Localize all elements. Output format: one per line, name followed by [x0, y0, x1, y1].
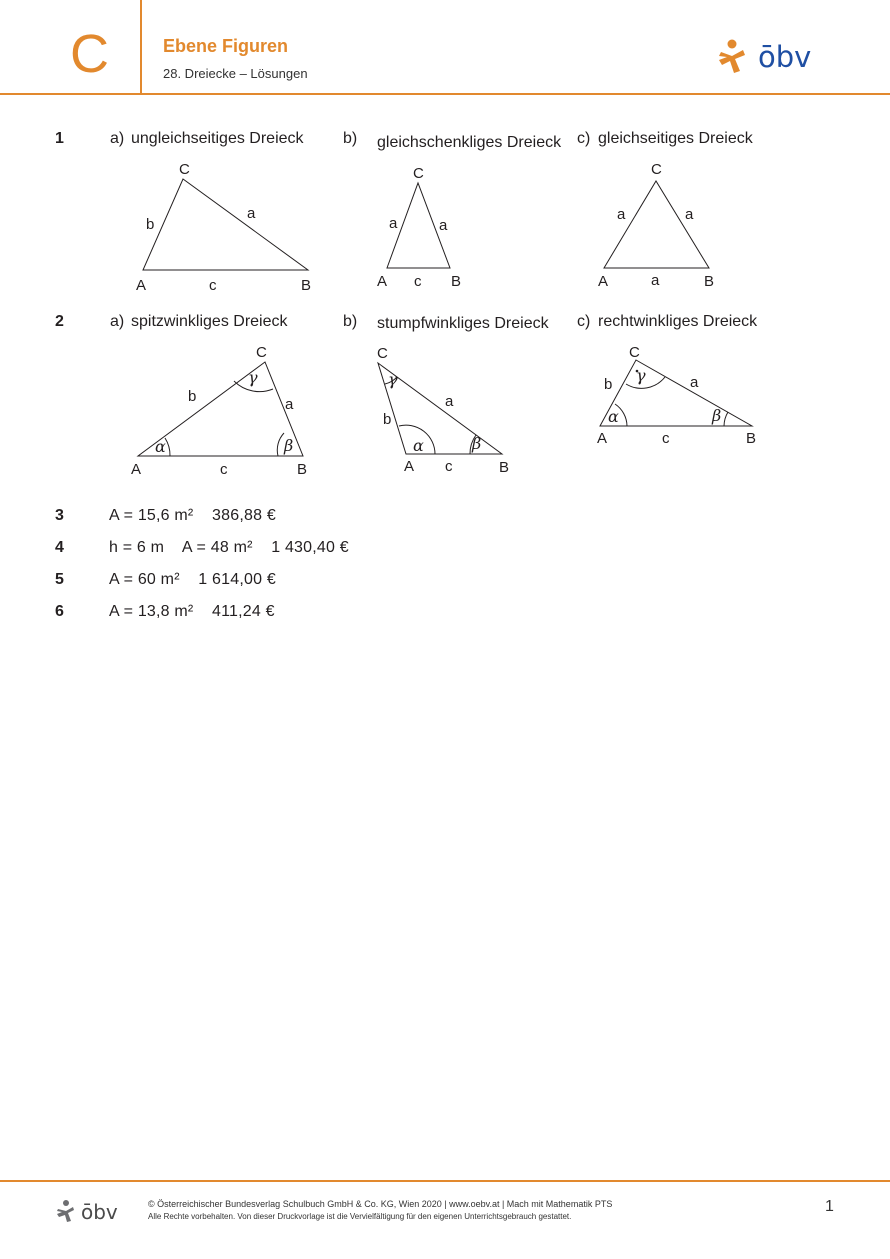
vertex-a-label: A: [598, 273, 609, 290]
vertex-b-label: B: [297, 461, 308, 478]
rights-text: Alle Rechte vorbehalten. Von dieser Druckvorlage ist die Vervielfältigung für den eigenen Unterrichtsgebrauch gestattet.: [148, 1212, 572, 1221]
vertex-b-label: B: [746, 430, 757, 447]
side-c-label: c: [662, 430, 670, 447]
angle-alpha-label: α: [155, 437, 166, 456]
triangle-isosceles: [377, 165, 461, 290]
part-label: c): [577, 313, 591, 330]
vertex-a-label: A: [377, 273, 388, 290]
vertex-a-label: A: [404, 458, 415, 475]
side-a-label: a: [389, 215, 398, 232]
part-label: b): [343, 130, 358, 147]
brand-wordmark: ōbv: [758, 40, 812, 74]
part-text: stumpfwinkliges Dreieck: [377, 315, 549, 332]
task-answer: h = 6 m A = 48 m² 1 430,40 €: [109, 539, 349, 556]
side-b-label: b: [604, 376, 613, 393]
vertex-c-label: C: [413, 165, 424, 182]
task-number: 1: [55, 130, 64, 147]
angle-gamma-label: γ: [388, 370, 398, 389]
side-b-label: b: [383, 411, 392, 428]
chapter-title: Ebene Figuren: [163, 36, 289, 56]
angle-beta-label: β: [284, 436, 294, 455]
copyright-text: © Österreichischer Bundesverlag Schulbuch GmbH & Co. KG, Wien 2020 | www.oebv.at | Mach mit Mathematik PTS: [148, 1199, 613, 1209]
triangle-right: [597, 344, 756, 447]
vertex-b-label: B: [301, 277, 312, 294]
angle-alpha-label: α: [608, 407, 619, 426]
triangle-acute: [131, 344, 307, 478]
task-number: 4: [55, 539, 64, 556]
angle-beta-label: β: [472, 434, 482, 453]
part-text: rechtwinkliges Dreieck: [598, 313, 758, 330]
side-a-label: a: [651, 272, 660, 289]
footer-brand-wordmark: ōbv: [81, 1200, 118, 1223]
vertex-a-label: A: [136, 277, 147, 294]
chapter-subtitle: 28. Dreiecke – Lösungen: [163, 66, 308, 81]
task-number: 5: [55, 571, 64, 588]
side-a-label: a: [285, 396, 294, 413]
vertex-c-label: C: [651, 161, 662, 178]
vertex-b-label: B: [704, 273, 715, 290]
part-text: spitzwinkliges Dreieck: [131, 313, 288, 330]
side-b-label: b: [188, 388, 197, 405]
part-label: a): [110, 130, 125, 147]
task-answer: A = 60 m² 1 614,00 €: [109, 571, 276, 588]
vertex-c-label: C: [179, 161, 190, 178]
side-c-label: c: [220, 461, 228, 478]
side-b-label: b: [146, 216, 155, 233]
angle-gamma-label: γ: [248, 368, 258, 387]
side-a-label: a: [439, 217, 448, 234]
task-answer: A = 15,6 m² 386,88 €: [109, 507, 276, 524]
vertex-a-label: A: [597, 430, 608, 447]
side-a-label: a: [247, 205, 256, 222]
task-number: 6: [55, 603, 64, 620]
vertex-b-label: B: [499, 459, 510, 476]
part-label: a): [110, 313, 125, 330]
vertex-c-label: C: [256, 344, 267, 361]
vertex-c-label: C: [377, 345, 388, 362]
side-a-label: a: [445, 393, 454, 410]
angle-beta-label: β: [712, 406, 722, 425]
part-label: c): [577, 130, 591, 147]
footer-divider: [0, 1180, 890, 1182]
asterisk-logo-icon: [57, 1200, 74, 1222]
side-c-label: c: [445, 458, 453, 475]
vertex-c-label: C: [629, 344, 640, 361]
side-a-label: a: [690, 374, 699, 391]
task-number: 2: [55, 313, 64, 330]
chapter-letter: C: [70, 24, 109, 84]
part-text: ungleichseitiges Dreieck: [131, 130, 304, 147]
angle-gamma-label: γ: [636, 366, 646, 385]
part-label: b): [343, 313, 358, 330]
angle-alpha-label: α: [413, 436, 424, 455]
side-a-label: a: [685, 206, 694, 223]
part-text: gleichseitiges Dreieck: [598, 130, 753, 147]
page-number: 1: [825, 1198, 834, 1215]
part-text: gleichschenkliges Dreieck: [377, 134, 562, 151]
vertex-a-label: A: [131, 461, 142, 478]
triangle-equilateral: [598, 161, 714, 290]
task-number: 3: [55, 507, 64, 524]
triangle-scalene: [136, 161, 311, 294]
triangle-obtuse: [377, 345, 509, 476]
footer-publisher-logo: [56, 1199, 126, 1223]
side-a-label: a: [617, 206, 626, 223]
side-c-label: c: [414, 273, 422, 290]
vertex-b-label: B: [451, 273, 462, 290]
side-c-label: c: [209, 277, 217, 294]
task-answer: A = 13,8 m² 411,24 €: [109, 603, 275, 620]
